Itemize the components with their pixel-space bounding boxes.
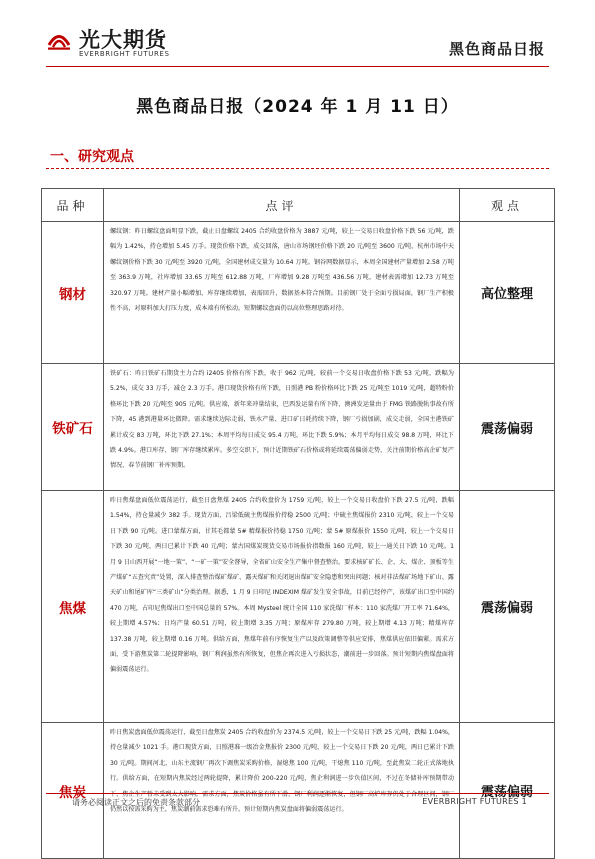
research-table bbox=[41, 188, 555, 859]
page-header bbox=[0, 0, 595, 70]
variety-cell: 钢材 bbox=[42, 222, 104, 364]
comment-cell: 铁矿石：昨日铁矿石期货主力合约 i2405 价格有所下跌，收于 962 元/吨，较前一个交易日收盘价格下跌 53 元/吨，跌幅为 5.2%，成交 33 万手，减仓 2.3 万手。港口现货价格有所下跌，日照港 PB 粉价格环比下跌 25 元/吨至 1019 元/吨，超特粉价格环比下跌 20 元/吨至 905 元/吨。供应端，新年来冲量结束，巴西发运量有所下降，澳洲发运量由于 FMG 铁路脱轨事故有所下降，45 港到港量环比微降。需求继续边际走弱，铁水产量、进口矿日耗持续下降，钢厂亏损加剧，成交走弱，全国主港铁矿累计成交 83 万吨，环比下跌 27.1%；本周平均每日成交 95.4 万吨，环比下跌 5.9%；本月平均每日成交 98.8 万吨，环比下跌 4.9%。港口库存、钢厂库存继续累库。多空交织下，预计近期铁矿石价格或将延续震荡偏弱走势，关注前期价格高企矿复产情况、春节前钢厂补库预期。 bbox=[104, 364, 460, 491]
header-variety: 品种 bbox=[42, 189, 104, 222]
table-row bbox=[42, 364, 555, 491]
comment-cell: 昨日焦煤盘面低位震荡运行，截至日盘焦煤 2405 合约收盘价为 1759 元/吨，较上一个交易日收盘价下跌 27.5 元/吨，跌幅 1.54%，持仓量减少 382 手。现货方面，吕梁低硫主焦煤报价持稳 2500 元/吨；中硫主焦煤报价 2310 元/吨，较上一个交易日下跌 90 元/吨。进口蒙煤方面，甘其毛都蒙 5# 精煤报价持稳 1750 元/吨；蒙 5# 原煤报价 1550 元/吨，较上一个交易日下跌 30 元/吨，两日已累计下跌 40 元/吨；蒙古国煤炭现货交易市场报价指数报 160 元/吨，较上一通关日下跌 10 元/吨。1 月 9 日山西开展“一地一策”、“一矿一策”安全督导，全省矿山安全生产集中督查整治，要求核矿矿长、企、大、煤企、顶板等生产煤矿“五查究责”处置，深入排查整治煤矿煤矿、露天煤矿和关闭退出煤矿安全隐患和突出问题；核对非法煤矿场地下矿山、露天矿山和尾矿库“三类矿山”分类治理。据悉，1 月 9 日印尼 INDEXIM 煤矿发生安全事故，目前已经停产，该煤矿出口至中国约 470 万吨，占印尼焦煤出口至中国总量的 57%。本周 Mysteel 统计全国 110 家洗煤厂样本：110 家洗煤厂开工率 71.64%，较上期增 4.57%；日均产量 60.51 万吨，较上期增 3.35 万吨；原煤库存 279.80 万吨，较上期增 4.13 万吨；精煤库存 137.38 万吨，较上期增 0.16 万吨。供给方面，焦煤年前有序恢复生产以及政策调整等供应安排，焦煤供应依旧偏紧。需求方面，受下游焦炭第二轮提降影响，钢厂利润虽然有所恢复，但焦企再次进入亏损状态，潮前进一步回落。预计短期内焦煤盘面将偏弱震荡运行。 bbox=[104, 491, 460, 723]
header-divider bbox=[46, 66, 549, 67]
view-cell: 高位整理 bbox=[460, 222, 555, 364]
table-row bbox=[42, 222, 555, 364]
view-cell: 震荡偏弱 bbox=[460, 364, 555, 491]
logo-english-text: EVERBRIGHT FUTURES bbox=[79, 50, 170, 58]
footer-divider bbox=[46, 793, 549, 794]
variety-cell: 焦炭 bbox=[42, 723, 104, 859]
table-row bbox=[42, 491, 555, 723]
section-title: 一、研究观点 bbox=[50, 149, 134, 165]
view-cell: 震荡偏弱 bbox=[460, 723, 555, 859]
variety-cell: 焦煤 bbox=[42, 491, 104, 723]
header-comment: 点评 bbox=[104, 189, 460, 222]
comment-cell: 昨日焦炭盘面低位震荡运行，截至日盘焦炭 2405 合约收盘价为 2374.5 元/吨，较上一个交易日下跌 25 元/吨，跌幅 1.04%，持仓量减少 1021 手。港口现货方面，日照港准一级冶金焦报价 2300 元/吨，较上一个交易日下跌 20 元/吨，两日已累计下跌 30 元/吨。期间河北、山东主流钢厂再次下调焦炭采购价格，湿熄焦 100 元/吨，干熄焦 110 元/吨，至此焦炭二轮正式落地执行。供给方面，在短期内焦炭经过两轮提降，累计降价 200-220 元/吨，焦企利润进一步负值区间，不过在冬储补库预期带动下，焦企生产暂未受到太大影响。需求方面，焦炭价格虽有所下滑，钢厂利润逐渐恢复，但钢厂高炉库存仍处于合理区间，钢厂仍然以按需采购为主，焦炭潮前需求恐难有所升。预计短期内焦炭盘面将偏弱震荡运行。 bbox=[104, 723, 460, 859]
everbright-logo-icon bbox=[46, 26, 72, 52]
footer-brand-page: EVERBRIGHT FUTURES 1 bbox=[422, 797, 527, 806]
variety-cell: 铁矿石 bbox=[42, 364, 104, 491]
table-row bbox=[42, 723, 555, 859]
disclaimer-note: 请务必阅读正文之后的免责条款部分 bbox=[72, 798, 200, 807]
logo-text: 光大期货 bbox=[79, 28, 167, 52]
comment-cell: 螺纹钢：昨日螺纹盘面明显下跌，截止日盘螺纹 2405 合约收盘价格为 3887 元/吨，较上一交易日收盘价格下跌 56 元/吨，跌幅为 1.42%，持仓增加 5.45 万手。现货价格下跌，成交回落，唐山市场钢坯价格下跌 20 元/吨至 3600 元/吨，杭州市场中天螺纹钢价格下跌 30 元/吨至 3920 元/吨，全国建材成交量为 10.64 万吨。钢谷网数据显示，本周全国建材产量增加 2.58 万吨至 363.9 万吨，社库增加 33.65 万吨至 612.88 万吨，厂库增加 9.28 万吨至 436.56 万吨，建材表需增加 12.73 万吨至 320.97 万吨。建材产量小幅增加，库存继续增加，表需回升，数据基本符合预期。目前钢厂处于全面亏损局面，钢厂生产积极性不高，对原料加大打压力度，成本端有所松动。短期螺纹盘面仍以高位整理思路对待。 bbox=[104, 222, 460, 364]
view-cell: 震荡偏弱 bbox=[460, 491, 555, 723]
header-view: 观点 bbox=[460, 189, 555, 222]
document-title: 黑色商品日报（2024 年 1 月 11 日） bbox=[136, 97, 459, 117]
header-title: 黑色商品日报 bbox=[448, 40, 545, 58]
section-divider bbox=[46, 168, 549, 169]
table-header-row bbox=[42, 189, 555, 222]
